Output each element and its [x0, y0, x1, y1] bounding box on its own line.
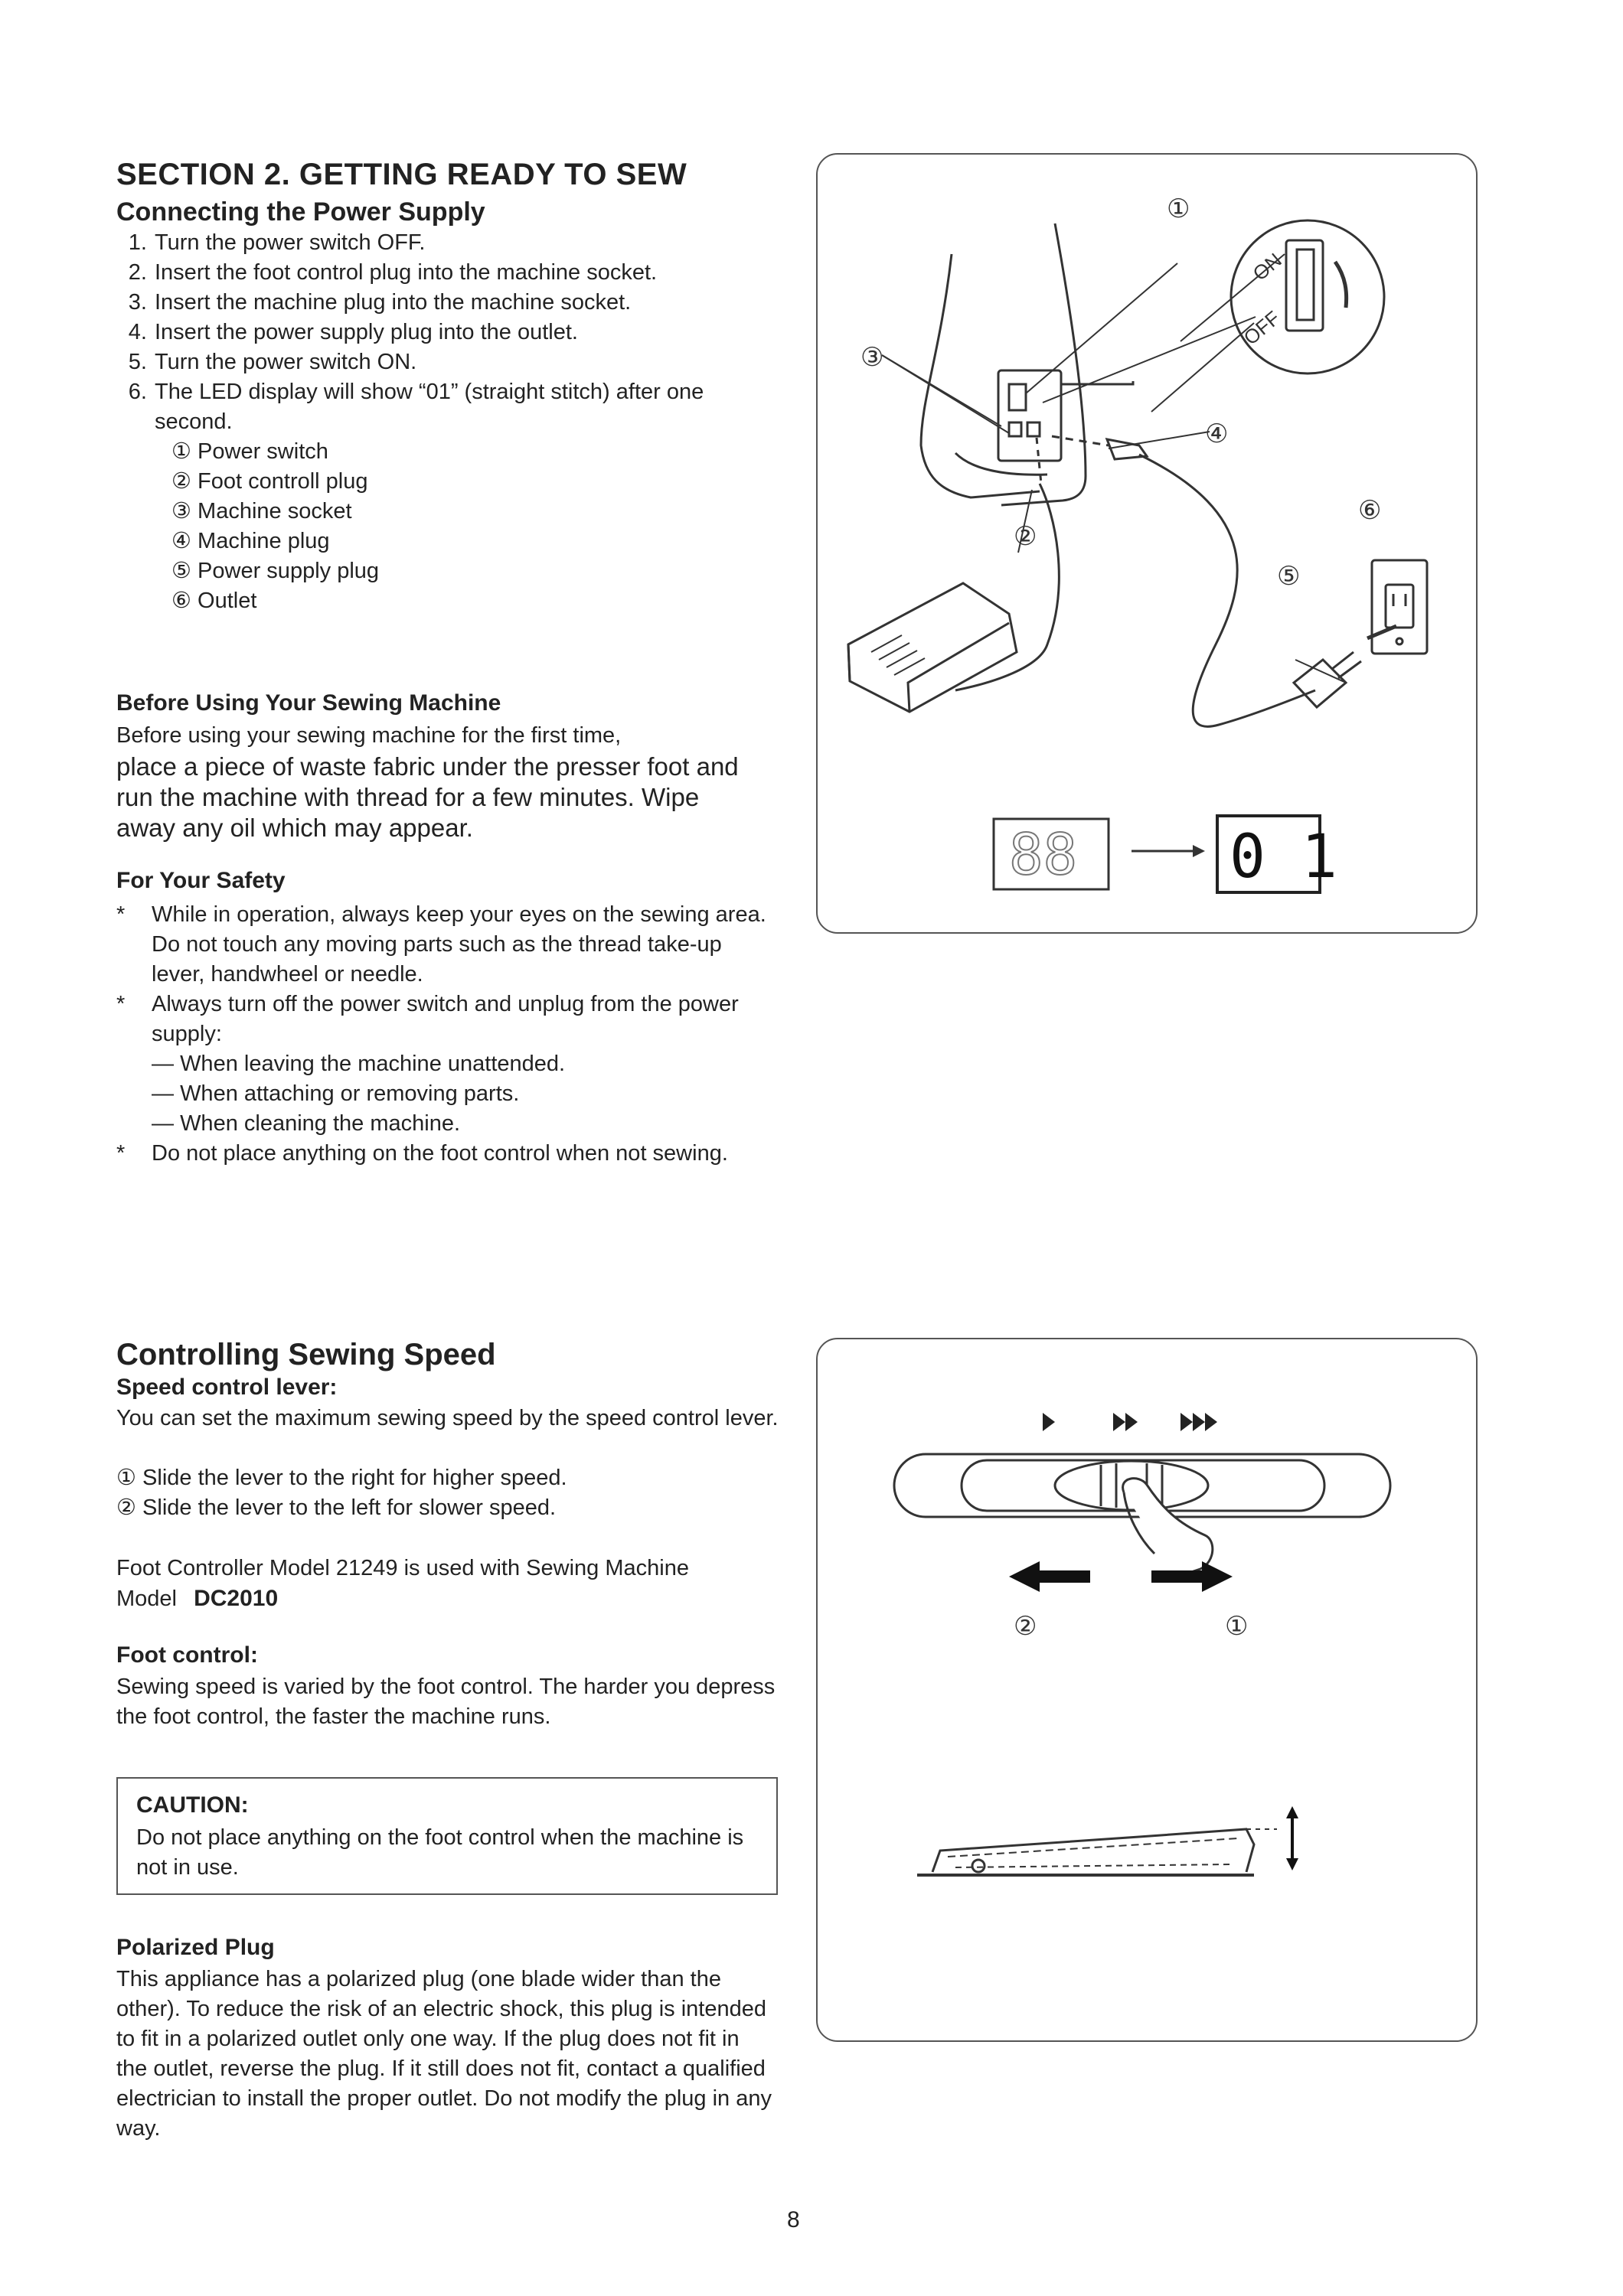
step-6: 6. The LED display will show “01” (straight stitch) after one second.: [153, 377, 706, 437]
bullet-mark: *: [116, 1141, 126, 1166]
section-title: SECTION 2. GETTING READY TO SEW: [116, 158, 687, 191]
safety-bullet-3: * Do not place anything on the foot control when not sewing.: [116, 1139, 775, 1169]
faster-callout: ①: [1225, 1611, 1249, 1642]
part-6: ⑥ Outlet: [171, 589, 257, 613]
led-after-text: 0 1: [1229, 823, 1337, 892]
part-3: ③ Machine socket: [171, 499, 352, 523]
callout-6: ⑥: [1358, 495, 1382, 526]
caution-text: Do not place anything on the foot control when the machine is not in use.: [136, 1825, 744, 1880]
caution-box: [116, 1777, 778, 1895]
foot-control-side-view: [917, 1829, 1277, 1875]
before-using-heading: Before Using Your Sewing Machine: [116, 690, 501, 716]
step-4: 4. Insert the power supply plug into the outlet.: [153, 318, 782, 347]
before-using-text: place a piece of waste fabric under the presser foot and run the machine with thread for a few minutes. Wipe away any oil which may appear.: [116, 752, 739, 842]
callout-1: ①: [1167, 194, 1190, 224]
bullet-mark: *: [116, 992, 126, 1016]
slower-arrow-icon: [1009, 1561, 1090, 1592]
part-2: ② Foot controll plug: [171, 469, 368, 494]
speed-medium-icon: [1113, 1413, 1138, 1431]
lever-text: You can set the maximum sewing speed by the speed control lever.: [116, 1406, 779, 1430]
bullet-mark: *: [116, 902, 126, 927]
part-4: ④ Machine plug: [171, 529, 330, 553]
slower-callout: ②: [1014, 1611, 1037, 1642]
power-supply-illustration: [818, 155, 1476, 932]
safety-dash-2: — When attaching or removing parts.: [152, 1081, 520, 1106]
safety-dash-3: — When cleaning the machine.: [152, 1111, 461, 1136]
lever-step-1: ① Slide the lever to the right for higher speed.: [116, 1466, 567, 1490]
safety-dash-1: — When leaving the machine unattended.: [152, 1052, 566, 1076]
lever-step-2: ② Slide the lever to the left for slower speed.: [116, 1495, 557, 1520]
polarized-heading: Polarized Plug: [116, 1935, 275, 1960]
switch-on-label: ON: [1248, 248, 1286, 285]
lever-heading: Speed control lever:: [116, 1375, 338, 1400]
power-supply-figure: [816, 153, 1478, 934]
callout-5: ⑤: [1277, 561, 1301, 592]
polarized-text: This appliance has a polarized plug (one blade wider than the other). To reduce the risk of an electric shock, this plug is intended to fit in a polarized outlet only one way. If the plug does not fit in the outlet, reverse the plug. If it still does not fit, contact a qualified electrician to install the proper outlet. Do not modify the plug in any way.: [116, 1967, 772, 2141]
part-1: ① Power switch: [171, 439, 328, 464]
safety-heading: For Your Safety: [116, 868, 286, 893]
model-name: DC2010: [194, 1586, 279, 1611]
press-direction-icon: [1286, 1806, 1298, 1870]
speed-slow-icon: [1043, 1413, 1055, 1431]
speed-fast-icon: [1181, 1413, 1217, 1431]
step-3: 3. Insert the machine plug into the machine socket.: [153, 288, 782, 318]
led-arrow-head-icon: [1193, 845, 1205, 857]
foot-control-heading: Foot control:: [116, 1642, 258, 1668]
safety-bullet-2: * Always turn off the power switch and unplug from the power supply:: [116, 990, 775, 1049]
speed-heading: Controlling Sewing Speed: [116, 1338, 496, 1371]
foot-control-text: Sewing speed is varied by the foot control. The harder you depress the foot control, the faster the machine runs.: [116, 1675, 776, 1729]
caution-heading: CAUTION:: [136, 1792, 249, 1818]
callout-4: ④: [1205, 419, 1229, 449]
callout-3: ③: [860, 342, 884, 373]
step-1: 1. Turn the power switch OFF.: [153, 228, 782, 258]
speed-control-figure: [816, 1338, 1478, 2042]
power-supply-heading: Connecting the Power Supply: [116, 197, 485, 227]
safety-bullet-1: * While in operation, always keep your eyes on the sewing area. Do not touch any moving parts such as the thread take-up lever, handwheel or needle.: [116, 900, 775, 990]
safety-list: [116, 900, 775, 1169]
before-using-line1: Before using your sewing machine for the first time,: [116, 723, 622, 748]
model-text: Foot Controller Model 21249 is used with Sewing Machine Model DC2010: [116, 1556, 689, 1611]
led-before-text: 88: [1009, 822, 1078, 888]
step-2: 2. Insert the foot control plug into the machine socket.: [153, 258, 782, 288]
step-5: 5. Turn the power switch ON.: [153, 347, 782, 377]
page-number: 8: [787, 2207, 800, 2232]
steps-list: [116, 228, 782, 437]
callout-2: ②: [1014, 521, 1037, 552]
speed-control-illustration: [818, 1339, 1476, 2040]
switch-off-label: OFF: [1239, 306, 1285, 350]
power-supply-steps: [116, 228, 782, 616]
part-5: ⑤ Power supply plug: [171, 559, 380, 583]
parts-legend: [116, 437, 782, 616]
